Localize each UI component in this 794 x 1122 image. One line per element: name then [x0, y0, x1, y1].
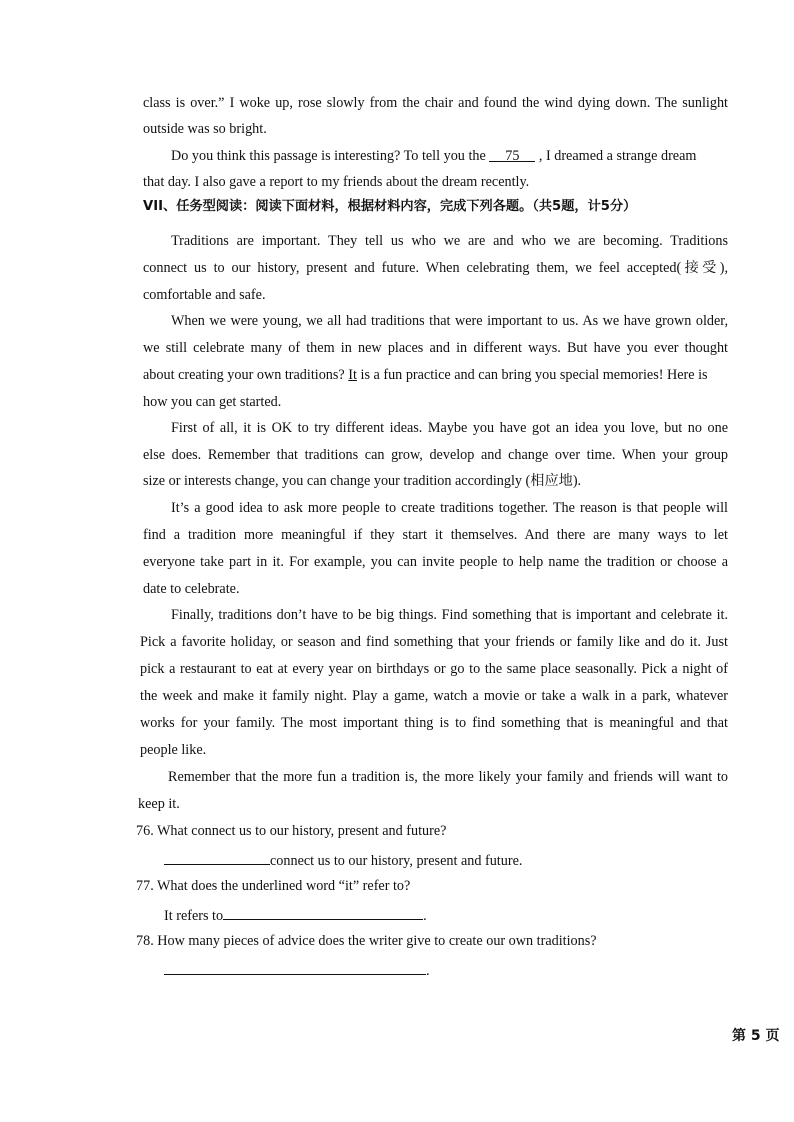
passage-line: Traditions are important. They tell us who we are and who we are becoming. Traditions — [171, 233, 728, 249]
answer-blank-75: 75 — [489, 147, 535, 162]
answer-blank-76[interactable] — [164, 850, 270, 865]
question-78: 78. How many pieces of advice does the writer give to create our own traditions? — [136, 933, 597, 949]
passage-line: we still celebrate many of them in new places and in different ways. But have you ever thought — [143, 340, 728, 356]
passage-line-75 — [171, 147, 728, 165]
answer-text-76: connect us to our history, present and future. — [270, 853, 523, 869]
section-heading: VII、任务型阅读：阅读下面材料，根据材料内容，完成下列各题。（共5题，计5分） — [143, 199, 637, 214]
passage-line: find a tradition more meaningful if they start it themselves. And there are many ways to let — [143, 527, 728, 543]
passage-line: keep it. — [138, 796, 180, 812]
passage-line: outside was so bright. — [143, 121, 267, 137]
passage-text: is a fun practice and can bring you special memories! Here is — [356, 367, 708, 383]
passage-line: Remember that the more fun a tradition is, the more likely your family and friends will want to — [168, 769, 728, 785]
passage-line: how you can get started. — [143, 394, 282, 410]
passage-line: It’s a good idea to ask more people to create traditions together. The reason is that people will — [171, 500, 728, 516]
answer-line-77 — [164, 905, 427, 925]
passage-line: First of all, it is OK to try different ideas. Maybe you have got an idea you love, but no one — [171, 420, 728, 436]
passage-line: everyone take part in it. For example, you can invite people to help name the tradition or choose a — [143, 554, 728, 570]
question-76: 76. What connect us to our history, present and future? — [136, 823, 447, 839]
answer-blank-77[interactable] — [223, 905, 423, 920]
page-number: 第 5 页 — [732, 1028, 780, 1044]
passage-line: the week and make it family night. Play a game, watch a movie or take a walk in a park, whatever — [140, 688, 728, 704]
passage-line: comfortable and safe. — [143, 287, 266, 303]
passage-line: When we were young, we all had traditions that were important to us. As we have grown older, — [171, 313, 728, 329]
passage-line: Pick a favorite holiday, or season and find something that your friends or family like and do it. Just — [140, 634, 728, 650]
answer-line-78 — [164, 960, 430, 980]
underlined-word-it: It — [348, 367, 357, 383]
answer-text-77: It refers to — [164, 908, 224, 924]
answer-line-76 — [164, 850, 522, 870]
passage-line-underlined-it — [143, 366, 728, 384]
passage-line: that day. I also gave a report to my friends about the dream recently. — [143, 174, 530, 190]
passage-text: Do you think this passage is interesting? To tell you the — [171, 148, 486, 164]
answer-period-77: . — [423, 908, 427, 924]
question-77: 77. What does the underlined word “it” refer to? — [136, 878, 411, 894]
passage-line: Finally, traditions don’t have to be big things. Find something that is important and celebrate it. — [171, 607, 728, 623]
passage-line: works for your family. The most important thing is to find something that is meaningful and that — [140, 715, 728, 731]
answer-blank-78[interactable] — [164, 960, 426, 975]
passage-text: about creating your own traditions? — [143, 367, 345, 383]
passage-line: date to celebrate. — [143, 581, 240, 597]
passage-line: connect us to our history, present and future. When celebrating them, we feel accepted(接受), — [143, 260, 728, 276]
passage-line: pick a restaurant to eat at every year on birthdays or go to the same place seasonally. Pick a night of — [140, 661, 728, 677]
passage-line: class is over.” I woke up, rose slowly from the chair and found the wind dying down. The sunlight — [143, 95, 728, 111]
passage-line: else does. Remember that traditions can grow, develop and change over time. When your group — [143, 447, 728, 463]
passage-text: , I dreamed a strange dream — [538, 148, 697, 164]
passage-line: size or interests change, you can change your tradition accordingly (相应地). — [143, 473, 582, 489]
passage-line: people like. — [140, 742, 207, 758]
answer-period-78: . — [426, 963, 430, 979]
